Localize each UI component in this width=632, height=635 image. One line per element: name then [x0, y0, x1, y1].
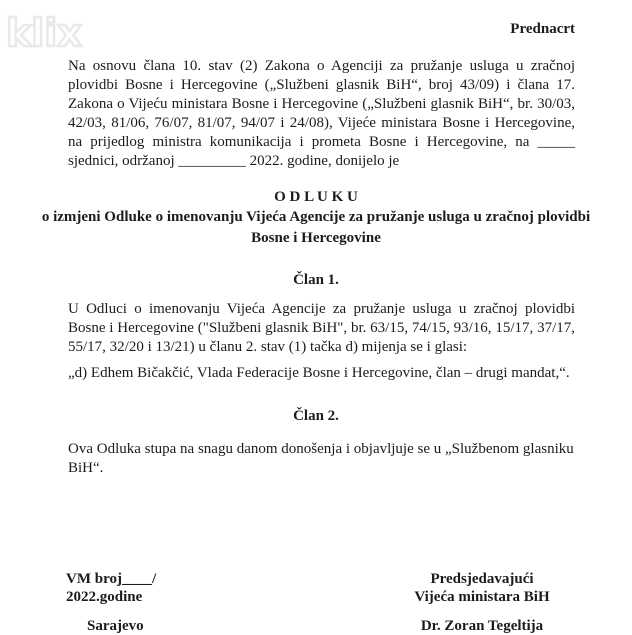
- decision-subtitle: [0, 207, 632, 249]
- signature-right-column: [372, 570, 592, 635]
- article-2-heading: Član 2.: [293, 408, 339, 424]
- signatory-name: Dr. Zoran Tegeltija: [420, 618, 544, 634]
- article-1-amendment: „d) Edhem Bičakčić, Vlada Federacije Bosne i Hercegovine, član – drugi mandat,“.: [68, 365, 570, 381]
- preamble-paragraph: Na osnovu člana 10. stav (2) Zakona o Agenciji za pružanje usluga u zračnoj plovidbi Bosne i Hercegovine („Službeni glasnik BiH“, broj 43/09) i člana 17. Zakona o Vijeću ministara Bosne i Hercegovine („Službeni glasnik BiH“, br. 30/03, 42/03, 81/06, 76/07, 81/07, 94/07 i 24/08), Vijeće ministara Bosne i Hercegovine, na prijedlog ministra komunikacija i prometa Bosne i Hercegovine, na _____ sjednici, održanoj _________ 2022. godine, donijelo je: [68, 58, 575, 169]
- decision-title: O D L U K U: [274, 189, 358, 205]
- signature-block: [66, 570, 592, 635]
- document-page: [0, 11, 632, 635]
- signature-place: Sarajevo: [87, 618, 144, 634]
- document-status-label: Prednacrt: [510, 21, 575, 37]
- article-1-heading: Član 1.: [293, 272, 339, 288]
- signatory-title-line1: Predsjedavajući: [430, 571, 534, 587]
- decision-subtitle-line1: o izmjeni Odluke o imenovanju Vijeća Agencije za pružanje usluga u zračnoj plovidbi: [41, 209, 591, 225]
- article-2-body: Ova Odluka stupa na snagu danom donošenja i objavljuje se u „Službenom glasniku BiH“.: [68, 441, 574, 476]
- signature-year-line: 2022.godine: [66, 589, 143, 605]
- klix-watermark-logo: klix: [6, 11, 82, 55]
- signatory-title-line2: Vijeća ministara BiH: [414, 589, 550, 605]
- signature-number-line: VM broj____/: [66, 571, 157, 587]
- decision-subtitle-line2: Bosne i Hercegovine: [251, 230, 381, 246]
- article-1-body: U Odluci o imenovanju Vijeća Agencije za pružanje usluga u zračnoj plovidbi Bosne i Hercegovine ("Službeni glasnik BiH", br. 63/15, 74/15, 93/16, 15/17, 37/17, 55/17, 32/20 i 13/21) u članu 2. stav (1) tačka d) mijenja se i glasi:: [68, 301, 575, 355]
- signature-left-column: [66, 570, 156, 635]
